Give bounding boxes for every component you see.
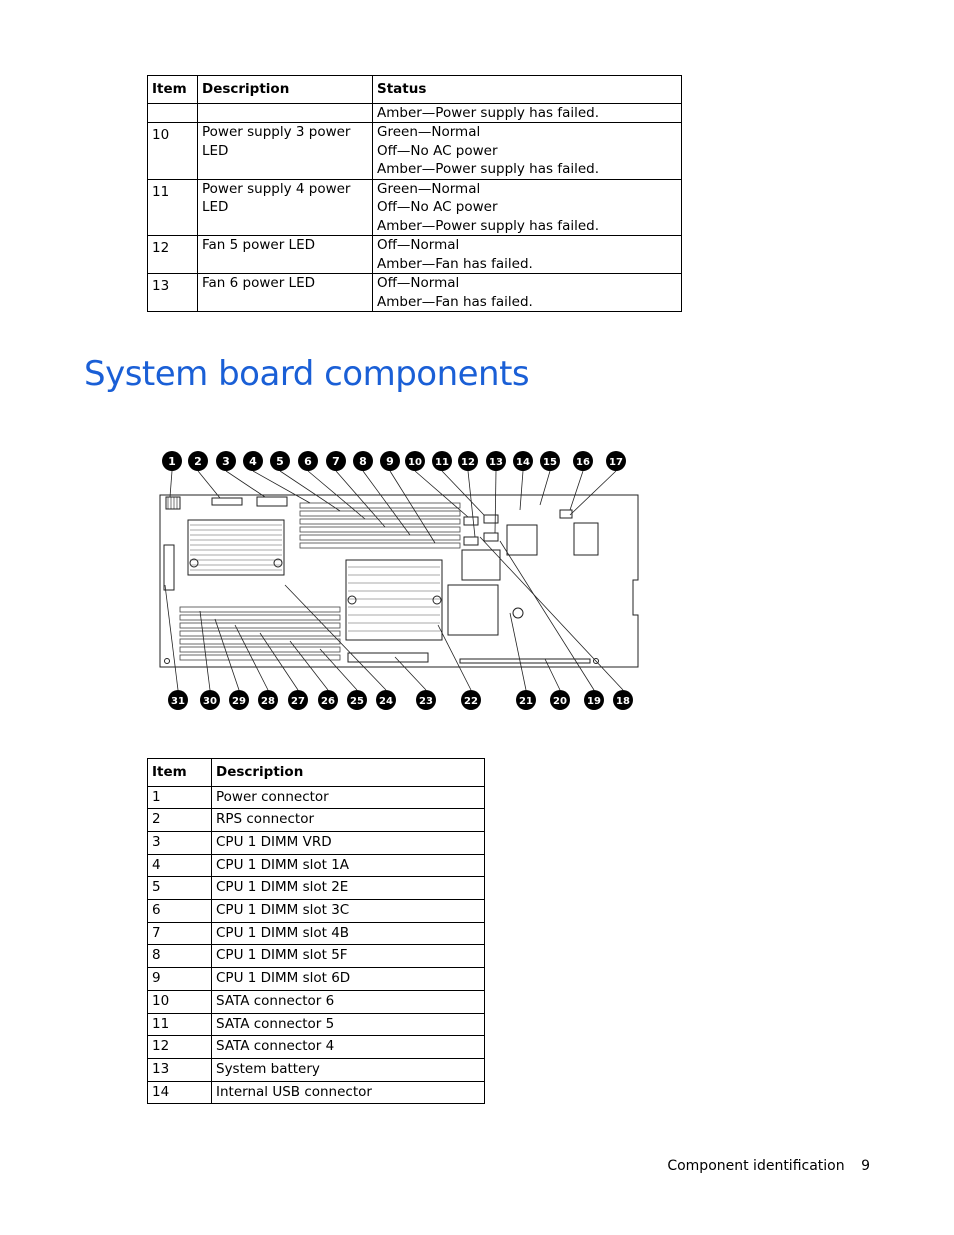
item-cell: 2 [148,809,212,832]
status-cell: Amber—Power supply has failed. [373,103,682,123]
table-row [148,1013,485,1036]
description-cell: SATA connector 6 [212,990,485,1013]
description-cell [198,103,373,123]
callout-number: 20 [553,696,567,707]
table-row [148,900,485,923]
description-cell: CPU 1 DIMM slot 5F [212,945,485,968]
table-row [148,854,485,877]
description-cell: Fan 6 power LED [198,274,373,312]
column-header-item: Item [148,759,212,787]
system-board-diagram [150,445,650,720]
callout-number: 19 [587,696,601,707]
callout-number: 3 [222,455,230,468]
callout-number: 24 [379,696,393,707]
callout-number: 18 [616,696,630,707]
table-row [148,123,682,180]
table-row [148,236,682,274]
item-cell: 13 [148,274,198,312]
table-row [148,1058,485,1081]
status-cell: Green—Normal Off—No AC power Amber—Power supply has failed. [373,179,682,236]
column-header-status: Status [373,76,682,104]
callout-number: 26 [321,696,335,707]
description-cell: Internal USB connector [212,1081,485,1104]
description-cell: Power connector [212,786,485,809]
table-row [148,968,485,991]
item-cell: 12 [148,236,198,274]
description-cell: CPU 1 DIMM VRD [212,831,485,854]
footer-section-name: Component identification [667,1158,845,1174]
table-row [148,877,485,900]
callout-number: 9 [386,455,394,468]
callout-number: 4 [249,455,257,468]
description-cell: Power supply 3 power LED [198,123,373,180]
item-cell: 10 [148,990,212,1013]
callout-number: 30 [203,696,217,707]
table-header-row [148,759,485,787]
callout-number: 28 [261,696,275,707]
description-cell: Fan 5 power LED [198,236,373,274]
item-cell: 3 [148,831,212,854]
item-cell: 11 [148,179,198,236]
description-cell: CPU 1 DIMM slot 2E [212,877,485,900]
callout-number: 22 [464,696,478,707]
callout-number: 13 [489,457,503,468]
callout-number: 15 [543,457,557,468]
table-row [148,945,485,968]
column-header-description: Description [198,76,373,104]
item-cell: 6 [148,900,212,923]
page-number: 9 [861,1158,870,1174]
top-callout-row [162,451,626,471]
description-cell: CPU 1 DIMM slot 6D [212,968,485,991]
description-cell: SATA connector 4 [212,1036,485,1059]
description-cell: SATA connector 5 [212,1013,485,1036]
leader-line [170,471,172,497]
item-cell: 4 [148,854,212,877]
callout-number: 27 [291,696,305,707]
item-cell: 11 [148,1013,212,1036]
callout-number: 6 [304,455,312,468]
callout-number: 11 [435,457,449,468]
status-cell: Off—Normal Amber—Fan has failed. [373,236,682,274]
callout-number: 29 [232,696,246,707]
table-row [148,809,485,832]
description-cell: Power supply 4 power LED [198,179,373,236]
table-row [148,179,682,236]
callout-number: 16 [576,457,590,468]
item-cell: 5 [148,877,212,900]
callout-number: 1 [168,455,176,468]
item-cell: 1 [148,786,212,809]
item-cell: 14 [148,1081,212,1104]
callout-number: 12 [461,457,475,468]
led-status-table [147,75,682,312]
table-row [148,922,485,945]
callout-number: 2 [194,455,202,468]
description-cell: System battery [212,1058,485,1081]
table-row [148,831,485,854]
description-cell: CPU 1 DIMM slot 4B [212,922,485,945]
description-cell: RPS connector [212,809,485,832]
callout-number: 23 [419,696,433,707]
table-row [148,990,485,1013]
callout-number: 10 [408,457,422,468]
leader-line [198,471,220,498]
callout-number: 17 [609,457,623,468]
callout-number: 7 [332,455,340,468]
callout-number: 5 [276,455,284,468]
item-cell [148,103,198,123]
page-footer [667,1158,870,1174]
status-cell: Green—Normal Off—No AC power Amber—Power supply has failed. [373,123,682,180]
status-cell: Off—Normal Amber—Fan has failed. [373,274,682,312]
table-row [148,786,485,809]
system-board-outline [160,495,638,667]
item-cell: 10 [148,123,198,180]
callout-number: 31 [171,696,185,707]
description-cell: CPU 1 DIMM slot 1A [212,854,485,877]
callout-number: 25 [350,696,364,707]
section-title: System board components [84,354,530,394]
item-cell: 7 [148,922,212,945]
callout-number: 8 [359,455,367,468]
item-cell: 12 [148,1036,212,1059]
description-cell: CPU 1 DIMM slot 3C [212,900,485,923]
callout-number: 14 [516,457,530,468]
column-header-description: Description [212,759,485,787]
table-header-row [148,76,682,104]
item-cell: 13 [148,1058,212,1081]
component-table [147,758,485,1104]
column-header-item: Item [148,76,198,104]
table-row [148,1081,485,1104]
item-cell: 8 [148,945,212,968]
table-row [148,1036,485,1059]
table-row [148,103,682,123]
item-cell: 9 [148,968,212,991]
callout-number: 21 [519,696,533,707]
bottom-callout-row [168,690,633,710]
table-row [148,274,682,312]
